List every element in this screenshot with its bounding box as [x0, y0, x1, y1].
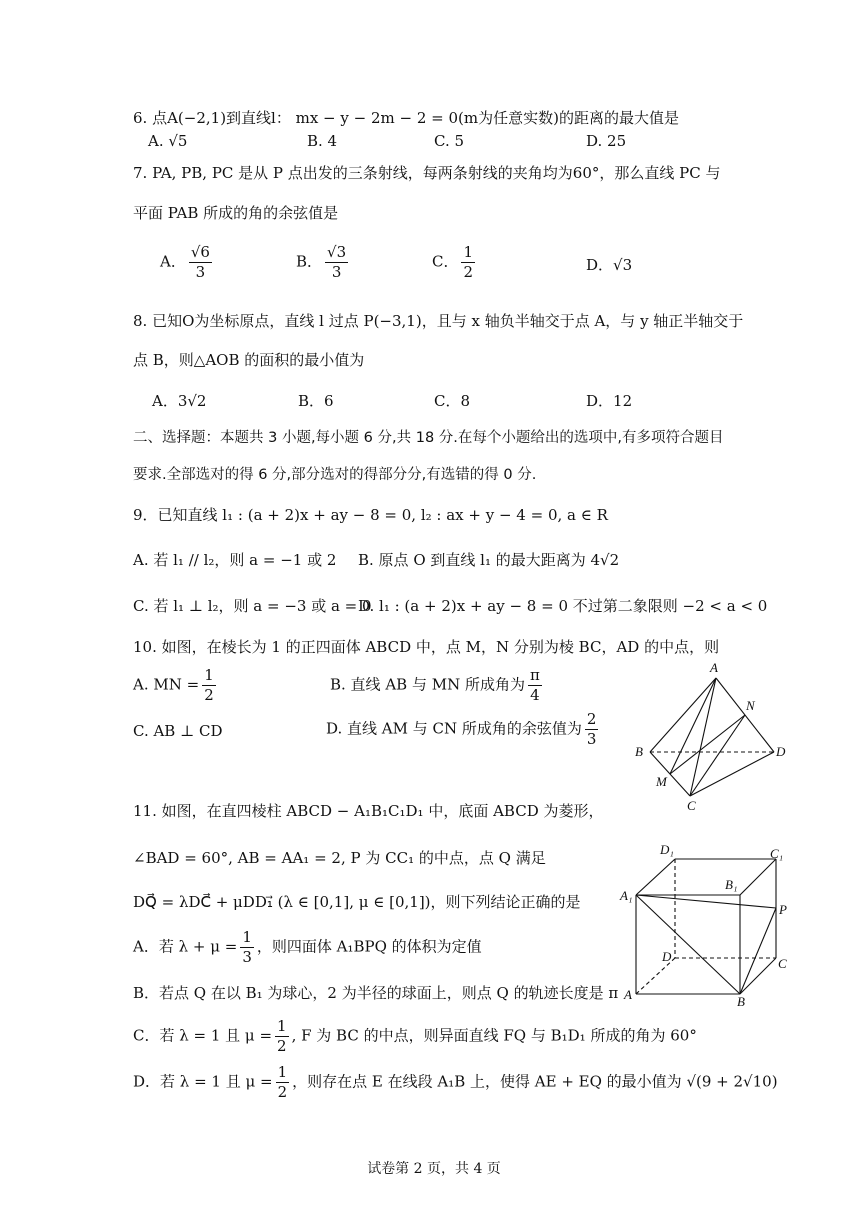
q7-option-a-fraction — [189, 243, 212, 282]
q11-option-d-fraction — [276, 1063, 290, 1102]
q9-option-b: B. 原点 O 到直线 l₁ 的最大距离为 4√2 — [358, 551, 620, 569]
q10-option-a-fraction — [202, 666, 216, 705]
q11-line1: 11. 如图，在直四棱柱 ABCD − A₁B₁C₁D₁ 中，底面 ABCD 为菱形， — [133, 802, 604, 820]
q6-option-a: A. √5 — [148, 132, 188, 150]
edge-bc — [740, 958, 776, 994]
numerator: 1 — [242, 928, 252, 946]
q7-option-d: D．√3 — [586, 256, 633, 274]
q7-option-b — [296, 243, 351, 282]
vertex-label-d: D — [776, 744, 786, 759]
q10-option-b — [330, 666, 545, 705]
q7-option-c-label: C． — [432, 252, 459, 271]
numerator: 1 — [277, 1063, 288, 1081]
tetrahedron-figure — [628, 660, 798, 812]
q11-option-a-text: A．若 λ + μ = — [133, 937, 238, 956]
q8-option-b: B．6 — [298, 392, 334, 410]
vertex-label-d1: D₁ — [660, 842, 674, 857]
denominator: 2 — [204, 686, 214, 704]
q9-stem: 9．已知直线 l₁ : (a + 2)x + ay − 8 = 0, l₂ : ax + y − 4 = 0, a ∈ R — [133, 506, 608, 524]
q11-option-a-rest: ，则四面体 A₁BPQ 的体积为定值 — [256, 937, 482, 956]
q8-line2: 点 B，则△AOB 的面积的最小值为 — [133, 351, 365, 369]
numerator: √6 — [190, 243, 210, 261]
q6-option-b: B. 4 — [307, 132, 338, 150]
q11-option-d — [133, 1063, 778, 1102]
q11-option-c-text: C．若 λ = 1 且 μ = — [133, 1026, 273, 1045]
q7-option-b-label: B． — [296, 252, 323, 271]
numerator: 2 — [586, 710, 597, 728]
denominator: 2 — [463, 263, 474, 281]
edge-d1a1 — [636, 859, 675, 895]
segment-mn — [670, 715, 745, 774]
denominator: 3 — [242, 948, 252, 966]
point-label-m: M — [656, 774, 667, 789]
q11-line2: ∠BAD = 60°, AB = AA₁ = 2, P 为 CC₁ 的中点，点 Q 满足 — [133, 849, 546, 867]
vertex-label-c1: C₁ — [770, 846, 784, 861]
q11-option-c-fraction — [275, 1017, 289, 1056]
q8-option-c: C．8 — [434, 392, 471, 410]
q6-option-c: C. 5 — [434, 132, 465, 150]
edge-b1c1 — [740, 859, 776, 895]
denominator: 2 — [277, 1083, 288, 1101]
q10-option-d-text: D. 直线 AM 与 CN 所成角的余弦值为 — [326, 719, 582, 738]
section2-heading-line2: 要求.全部选对的得 6 分,部分选对的得部分分,有选错的得 0 分. — [133, 467, 537, 483]
q11-option-c-rest: , F 为 BC 的中点，则异面直线 FQ 与 B₁D₁ 所成的角为 60° — [291, 1026, 697, 1045]
q10-option-d-fraction — [585, 710, 599, 749]
point-label-p: P — [779, 902, 787, 917]
q11-option-a-fraction — [240, 928, 254, 967]
q7-option-a-label: A． — [160, 252, 186, 271]
q11-option-d-rest: ，则存在点 E 在线段 A₁B 上，使得 AE + EQ 的最小值为 √(9 + 2√10) — [292, 1072, 778, 1091]
q10-option-a — [133, 666, 219, 705]
q8-option-d: D．12 — [586, 392, 633, 410]
q7-line2: 平面 PAB 所成的角的余弦值是 — [133, 204, 339, 222]
q11-option-b: B．若点 Q 在以 B₁ 为球心，2 为半径的球面上，则点 Q 的轨迹长度是 π — [133, 984, 619, 1002]
edge-cd — [690, 752, 774, 796]
q11-option-c — [133, 1017, 697, 1056]
q6-option-d: D. 25 — [586, 132, 627, 150]
edge-ab — [650, 678, 716, 752]
point-label-n: N — [746, 698, 755, 713]
numerator: 1 — [204, 666, 214, 684]
q7-option-c — [432, 243, 478, 282]
numerator: 1 — [277, 1017, 287, 1035]
q7-line1: 7. PA, PB, PC 是从 P 点出发的三条射线，每两条射线的夹角均为60°，那么直线 PC 与 — [133, 164, 721, 182]
denominator: 3 — [586, 730, 597, 748]
q10-option-b-fraction — [528, 666, 542, 705]
denominator: 3 — [331, 263, 342, 281]
denominator: 4 — [530, 686, 540, 704]
q10-stem: 10. 如图，在棱长为 1 的正四面体 ABCD 中，点 M，N 分别为棱 BC，AD 的中点，则 — [133, 638, 720, 656]
q9-option-a: A. 若 l₁ // l₂，则 a = −1 或 2 — [133, 551, 337, 569]
segment-a1p — [636, 895, 776, 908]
vertex-label-c: C — [778, 956, 787, 971]
vertex-label-b: B — [737, 994, 745, 1009]
segment-bp — [740, 908, 776, 994]
numerator: √3 — [327, 243, 347, 261]
segment-cn — [690, 715, 745, 796]
q7-option-b-fraction — [325, 243, 348, 282]
vertex-label-c: C — [687, 798, 696, 812]
numerator: 1 — [463, 243, 474, 261]
q11-line3: DQ⃗ = λDC⃗ + μDD₁⃗ (λ ∈ [0,1], μ ∈ [0,1])，则下列结论正确的是 — [133, 893, 581, 911]
vertex-label-b1: B₁ — [725, 877, 738, 892]
denominator: 2 — [277, 1037, 287, 1055]
denominator: 3 — [195, 263, 206, 281]
q7-option-a — [160, 243, 215, 282]
page-footer: 试卷第 2 页，共 4 页 — [367, 1161, 501, 1177]
segment-am — [670, 678, 716, 774]
q8-option-a: A．3√2 — [152, 392, 207, 410]
section2-heading-line1: 二、选择题：本题共 3 小题,每小题 6 分,共 18 分.在每个小题给出的选项中,有多项符合题目 — [133, 430, 724, 446]
vertex-label-b: B — [635, 744, 643, 759]
edge-ac — [690, 678, 716, 796]
q10-option-c: C. AB ⊥ CD — [133, 722, 223, 740]
q8-line1: 8. 已知O为坐标原点，直线 l 过点 P(−3,1)，且与 x 轴负半轴交于点 A，与 y 轴正半轴交于 — [133, 312, 744, 330]
q7-option-c-fraction — [461, 243, 475, 282]
q10-option-b-text: B. 直线 AB 与 MN 所成角为 — [330, 675, 525, 694]
q6-stem: 6. 点A(−2,1)到直线l： mx − y − 2m − 2 = 0(m为任意实数)的距离的最大值是 — [133, 109, 679, 127]
numerator: π — [529, 666, 540, 684]
q10-option-a-text: A. MN = — [133, 675, 200, 694]
q11-option-d-text: D．若 λ = 1 且 μ = — [133, 1072, 273, 1091]
prism-figure — [618, 838, 803, 1013]
vertex-label-a: A — [710, 660, 718, 675]
q9-option-c: C. 若 l₁ ⊥ l₂，则 a = −3 或 a = 0 — [133, 597, 372, 615]
vertex-label-a1: A₁ — [620, 888, 633, 903]
vertex-label-d: D — [662, 949, 672, 964]
q10-option-d — [326, 710, 601, 749]
q9-option-d: D. l₁ : (a + 2)x + ay − 8 = 0 不过第二象限则 −2 < a < 0 — [358, 597, 768, 615]
vertex-label-a: A — [624, 987, 632, 1002]
q11-option-a — [133, 928, 482, 967]
